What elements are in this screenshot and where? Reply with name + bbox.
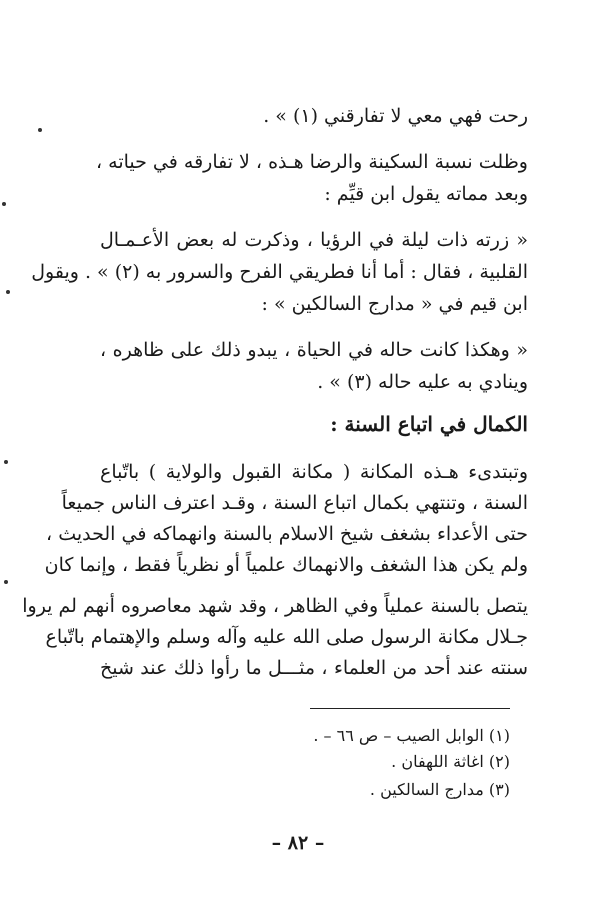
body-line-7: سنته عند أحد من العلماء ، مثـــل ما رأوا ذلك عند شيخ [100,657,528,679]
page-number: – ٨٢ – [271,832,325,854]
body-line-2: السنة ، وتنتهي بكمال اتباع السنة ، وقـد اعترف الناس جميعاً [61,492,528,514]
quote-line-2: القلبية ، فقال : أما أنا فطريقي الفرح والسرور به (٢) » . ويقول [31,261,528,283]
body-line-5: يتصل بالسنة عملياً وفي الظاهر ، وقد شهد معاصروه أنهم لم يروا [22,595,528,617]
body-line-4: ولم يكن هذا الشغف والانهماك علمياً أو نظرياً فقط ، وإنما كان [44,554,528,576]
quote-line-5: وينادي به عليه حاله (٣) » . [317,371,528,393]
quote-line-4: « وهكذا كانت حاله في الحياة ، يبدو ذلك على ظاهره ، [100,339,528,361]
quote-line-3: ابن قيم في « مدارج السالكين » : [261,293,528,315]
footnote-3: (٣) مدارج السالكين . [369,780,510,799]
text-line-2: وظلت نسبة السكينة والرضا هـذه ، لا تفارقه في حياته ، [95,151,528,173]
footnote-2: (٢) اغاثة اللهفان . [391,752,510,771]
margin-speck [6,290,10,294]
footnote-divider [310,708,510,709]
margin-speck [38,128,42,132]
quote-line-1: « زرته ذات ليلة في الرؤيا ، وذكرت له بعض الأعـمـال [100,229,528,251]
footnote-1: (١) الوابل الصيب – ص ٦٦ – . [313,726,510,745]
margin-speck [2,202,6,206]
body-line-1: وتبتدىء هـذه المكانة ( مكانة القبول والولاية ) باتّباع [100,461,528,483]
body-line-3: حتى الأعداء بشغف شيخ الاسلام بالسنة وانهماكه في الحديث ، [46,523,528,545]
margin-speck [4,460,8,464]
body-line-6: جـلال مكانة الرسول صلى الله عليه وآله وسلم والإهتمام باتّباع [45,626,528,648]
section-heading: الكمال في اتباع السنة : [330,412,528,436]
text-line-1: رحت فهي معي لا تفارقني (١) » . [263,105,528,127]
margin-speck [4,580,8,584]
text-line-3: وبعد مماته يقول ابن قيِّم : [324,183,528,205]
